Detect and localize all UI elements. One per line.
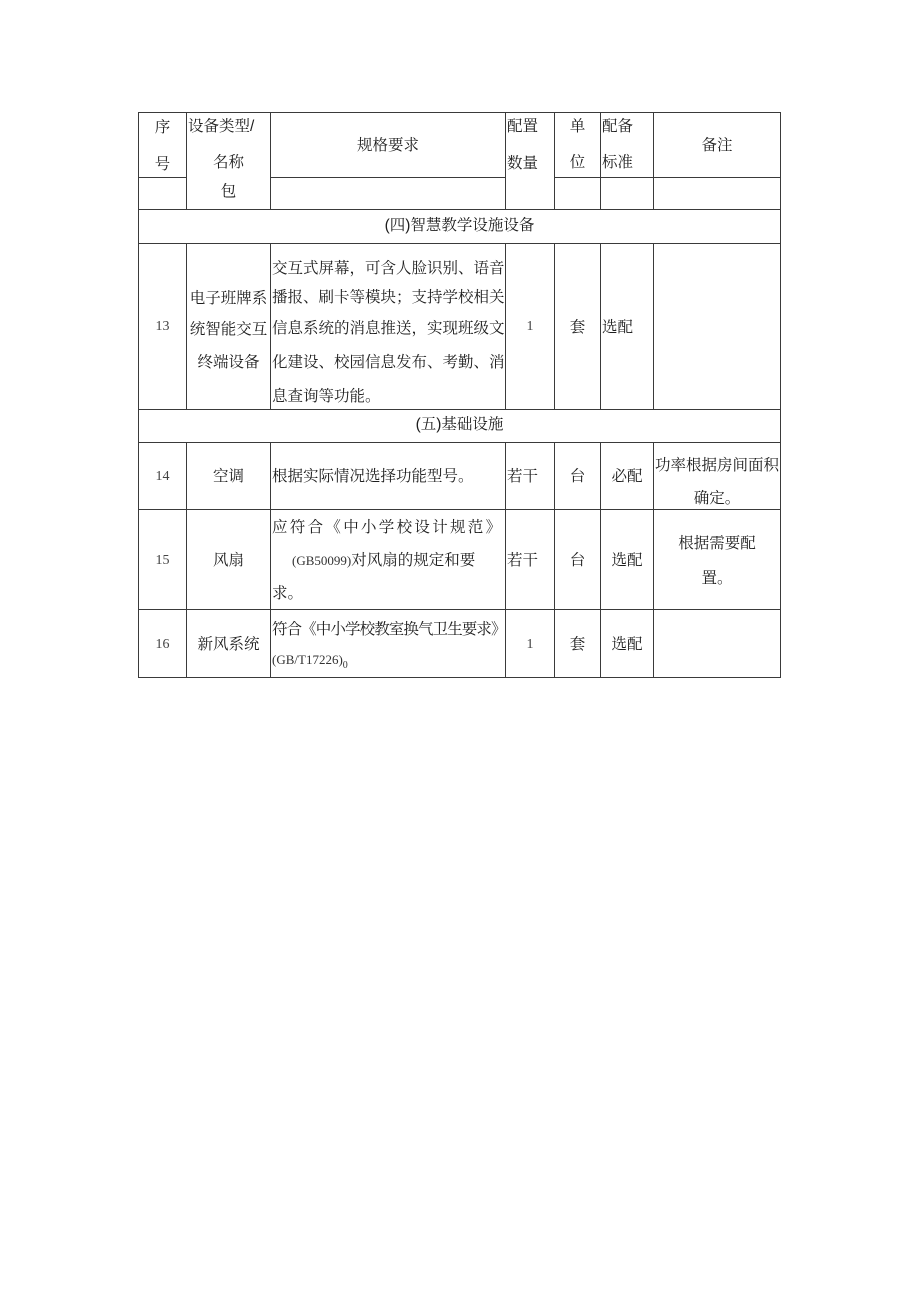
- row-seq-cell: [138, 509, 187, 610]
- header-std-subcell: [600, 177, 654, 210]
- row-spec-line: 息查询等功能。: [272, 388, 381, 405]
- header-seq-line: 序: [154, 119, 171, 136]
- row-seq-cell: [138, 442, 187, 510]
- header-unit-line: 单: [569, 118, 586, 135]
- row-spec-line: 求。: [272, 585, 304, 602]
- header-qty-line: 配置: [507, 118, 539, 135]
- row-spec-cell: [270, 609, 506, 678]
- row-unit-cell: [554, 509, 601, 610]
- row-name-cell: [186, 243, 271, 410]
- row-qty: 若干: [507, 468, 539, 485]
- row-seq: 16: [155, 637, 170, 652]
- row-name-line: 终端设备: [197, 354, 260, 371]
- header-unit-line: 位: [569, 154, 586, 171]
- section-heading: [138, 209, 781, 244]
- row-spec-line: 符合《中小学校教室换气卫生要求》: [272, 621, 506, 638]
- row-name-line: 新风系统: [197, 636, 260, 653]
- row-qty-cell: [505, 442, 555, 510]
- row-unit: 台: [569, 468, 586, 485]
- header-spec-label: 规格要求: [356, 137, 419, 154]
- row-note-line: 根据需要配: [678, 535, 756, 552]
- row-unit-cell: [554, 442, 601, 510]
- row-spec-cell: [270, 509, 506, 610]
- row-unit: 套: [569, 319, 586, 336]
- row-seq-cell: [138, 609, 187, 678]
- header-spec-subcell: [270, 177, 506, 210]
- row-name-line: 空调: [212, 468, 244, 485]
- section-heading: [138, 409, 781, 443]
- header-name-line: 名称: [212, 154, 244, 171]
- header-seq-subcell: [138, 177, 187, 210]
- row-note-cell: [653, 243, 781, 410]
- row-std-cell: [600, 243, 654, 410]
- row-name-line: 电子班牌系: [189, 290, 268, 307]
- row-name-cell: [186, 442, 271, 510]
- row-std-cell: [600, 442, 654, 510]
- row-name-line: 统智能交互: [189, 321, 268, 338]
- row-qty: 若干: [507, 552, 539, 569]
- row-std-cell: [600, 509, 654, 610]
- header-name-line: 设备类型/: [188, 118, 255, 135]
- row-qty-cell: [505, 509, 555, 610]
- section-title: (四)智慧教学设施设备: [384, 217, 535, 234]
- row-unit: 套: [569, 636, 586, 653]
- row-spec-text: 对风扇的规定和要: [351, 552, 476, 569]
- row-spec-line: [272, 650, 348, 670]
- row-spec-line: 交互式屏幕，可含人脸识别、语音: [272, 260, 505, 277]
- header-seq-cell: [138, 112, 187, 178]
- row-std-cell: [600, 609, 654, 678]
- row-seq-cell: [138, 243, 187, 410]
- header-note-subcell: [653, 177, 781, 210]
- row-note-cell: [653, 609, 781, 678]
- row-qty: 1: [526, 319, 534, 334]
- header-spec-cell: [270, 112, 506, 178]
- row-spec-line: 化建设、校园信息发布、考勤、消: [272, 354, 505, 371]
- row-note-line: 确定。: [693, 490, 741, 507]
- row-std: 选配: [611, 636, 643, 653]
- row-qty: 1: [526, 637, 534, 652]
- row-spec-cell: [270, 442, 506, 510]
- header-qty-cell: [505, 112, 555, 210]
- row-std: 选配: [602, 319, 634, 336]
- row-spec-line: 应符合《中小学校设计规范》: [272, 519, 504, 536]
- row-unit-cell: [554, 243, 601, 410]
- section-title: (五)基础设施: [415, 416, 504, 433]
- header-name-cell: [186, 112, 271, 210]
- row-qty-cell: [505, 609, 555, 678]
- row-spec-line: 根据实际情况选择功能型号。: [272, 468, 474, 485]
- row-name-cell: [186, 609, 271, 678]
- row-std: 选配: [611, 552, 643, 569]
- row-name-cell: [186, 509, 271, 610]
- row-spec-line: [292, 551, 475, 571]
- header-unit-subcell: [554, 177, 601, 210]
- header-std-line: 标准: [602, 154, 634, 171]
- row-spec-suffix: 0: [342, 660, 348, 671]
- row-note-line: 置。: [701, 570, 733, 587]
- row-seq: 13: [155, 319, 170, 334]
- header-note-label: 备注: [701, 137, 733, 154]
- row-std: 必配: [611, 468, 643, 485]
- header-std-line: 配备: [602, 118, 634, 135]
- header-note-cell: [653, 112, 781, 178]
- header-name-line: 包: [220, 183, 237, 200]
- row-note-cell: [653, 442, 781, 510]
- row-unit-cell: [554, 609, 601, 678]
- header-seq-line: 号: [154, 156, 171, 173]
- row-spec-cell: [270, 243, 506, 410]
- row-seq: 14: [155, 469, 170, 484]
- header-unit-cell: [554, 112, 601, 178]
- row-note-line: 功率根据房间面积: [654, 457, 779, 474]
- standard-code: (GB50099): [292, 553, 352, 568]
- row-qty-cell: [505, 243, 555, 410]
- standard-code: (GB/T17226): [272, 652, 343, 667]
- row-unit: 台: [569, 552, 586, 569]
- row-note-cell: [653, 509, 781, 610]
- header-std-cell: [600, 112, 654, 178]
- row-seq: 15: [155, 553, 170, 568]
- row-spec-line: 播报、刷卡等模块；支持学校相关: [272, 289, 505, 306]
- row-name-line: 风扇: [212, 552, 244, 569]
- header-qty-line: 数量: [507, 155, 539, 172]
- row-spec-line: 信息系统的消息推送，实现班级文: [272, 320, 505, 337]
